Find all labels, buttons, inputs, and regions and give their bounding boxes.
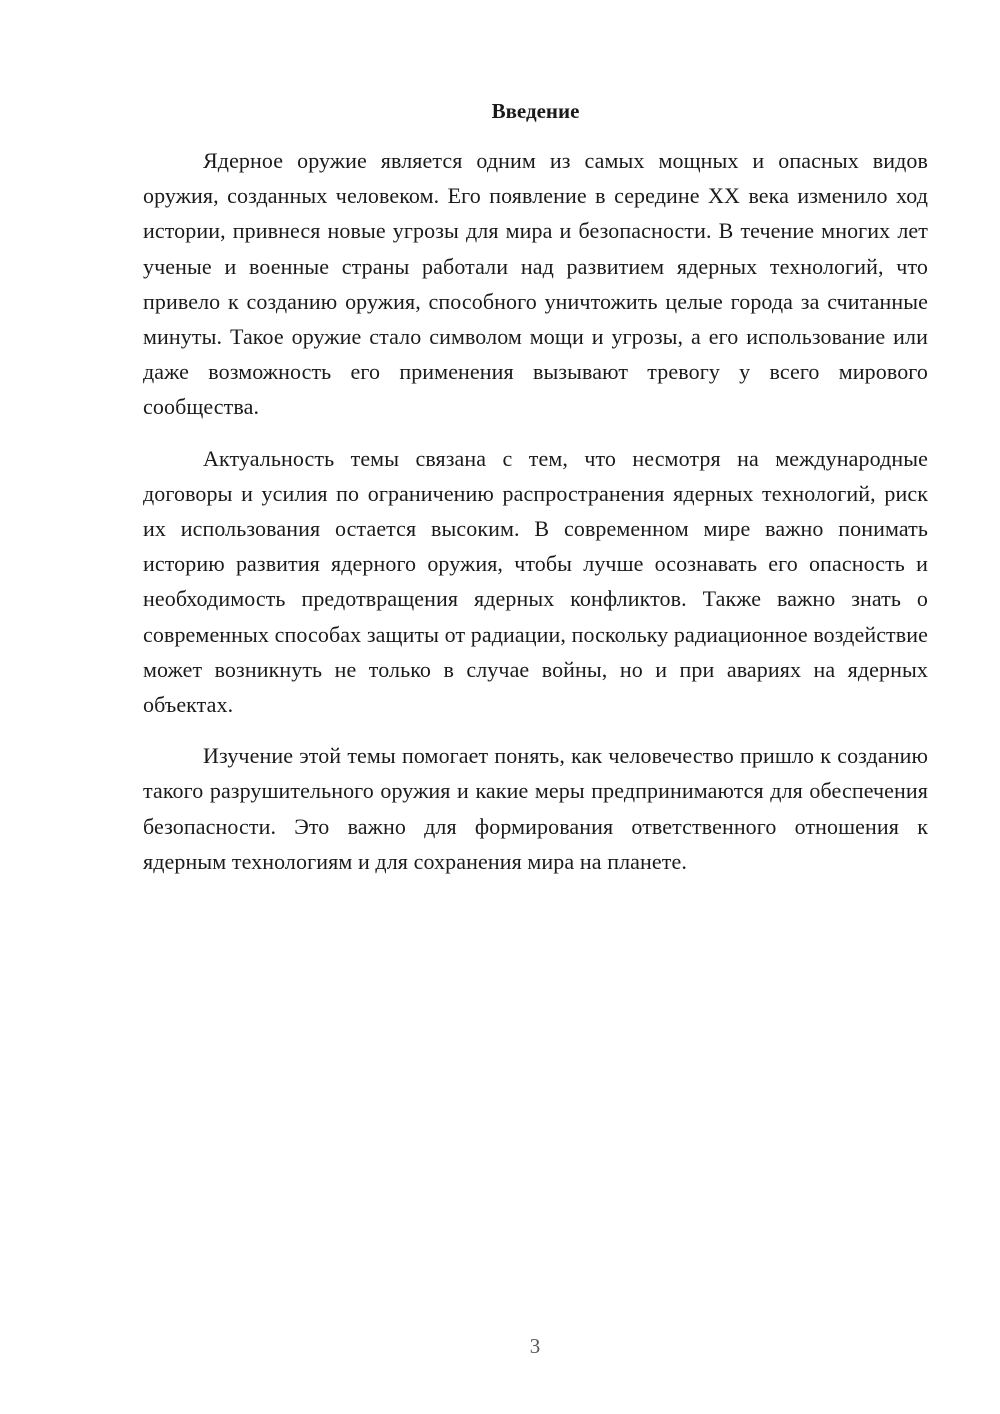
- paragraph-relevance: Актуальность темы связана с тем, что несмотря на международные договоры и усилия по ограничению распространения ядерных технологий, риск их использования остается высоким. В современном мире важно понимать историю развития ядерного оружия, чтобы лучше осознавать его опасность и необходимость предотвращения ядерных конфликтов. Также важно знать о современных способах защиты от радиации, поскольку радиационное воздействие может возникнуть не только в случае войны, но и при авариях на ядерных объектах.: [143, 445, 928, 718]
- paragraph-study: Изучение этой темы помогает понять, как человечество пришло к созданию такого разрушительного оружия и какие меры предпринимаются для обеспечения безопасности. Это важно для формирования ответственного отношения к ядерным технологиям и для сохранения мира на планете.: [143, 743, 928, 874]
- page-number: 3: [529, 1334, 541, 1358]
- section-title: Введение: [491, 99, 580, 123]
- paragraph-intro: Ядерное оружие является одним из самых мощных и опасных видов оружия, созданных человеком. Его появление в середине XX века изменило ход истории, привнеся новые угрозы для мира и безопасности. В течение многих лет ученые и военные страны работали над развитием ядерных технологий, что привело к созданию оружия, способного уничтожить целые города за считанные минуты. Такое оружие стало символом мощи и угрозы, а его использование или даже возможность его применения вызывают тревогу у всего мирового сообщества.: [143, 148, 928, 420]
- body-text: [143, 143, 928, 895]
